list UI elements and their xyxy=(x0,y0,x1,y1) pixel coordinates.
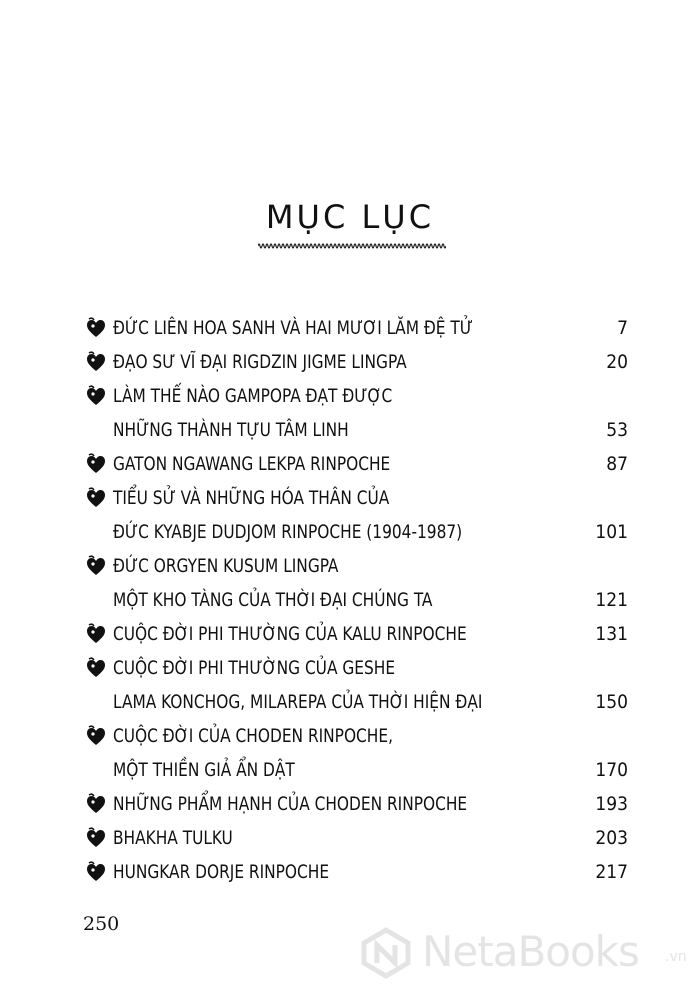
toc-entry-line xyxy=(0,755,700,785)
heart-leaf-bullet-icon xyxy=(86,555,106,577)
toc-entry-page: 131 xyxy=(595,623,628,645)
toc-entry-line xyxy=(0,415,700,445)
toc-entry-line xyxy=(0,313,700,343)
toc-entry-line xyxy=(0,789,700,819)
toc-entry-line xyxy=(0,381,700,411)
toc-entry-title: CUỘC ĐỜI PHI THƯỜNG CỦA GESHE xyxy=(113,657,396,679)
toc-entry-title: MỘT THIỀN GIẢ ẨN DẬT xyxy=(113,759,295,781)
toc-entry-title: CUỘC ĐỜI CỦA CHODEN RINPOCHE, xyxy=(113,725,393,747)
heart-leaf-bullet-icon xyxy=(86,725,106,747)
toc-entry-line xyxy=(0,823,700,853)
toc-entry-title: NHỮNG PHẨM HẠNH CỦA CHODEN RINPOCHE xyxy=(113,793,468,815)
toc-entry-title: ĐẠO SƯ VĨ ĐẠI RIGDZIN JIGME LINGPA xyxy=(113,351,407,373)
toc-entry-page: 203 xyxy=(595,827,628,849)
toc-entry-line xyxy=(0,653,700,683)
toc-entry-title: HUNGKAR DORJE RINPOCHE xyxy=(113,861,330,883)
toc-entry-title: MỘT KHO TÀNG CỦA THỜI ĐẠI CHÚNG TA xyxy=(113,589,433,611)
toc-entry-line xyxy=(0,517,700,547)
netabooks-logo-icon xyxy=(360,927,412,979)
toc-entry-page: 7 xyxy=(617,317,628,339)
toc-entry-title: GATON NGAWANG LEKPA RINPOCHE xyxy=(113,453,391,475)
toc-entry-page: 150 xyxy=(595,691,628,713)
toc-entry-title: ĐỨC ORGYEN KUSUM LINGPA xyxy=(113,555,339,577)
toc-entry-title: TIỂU SỬ VÀ NHỮNG HÓA THÂN CỦA xyxy=(113,487,390,509)
toc-entry-line xyxy=(0,551,700,581)
toc-entry-line xyxy=(0,721,700,751)
toc-entry-title: CUỘC ĐỜI PHI THƯỜNG CỦA KALU RINPOCHE xyxy=(113,623,467,645)
toc-entry-line xyxy=(0,483,700,513)
toc-entry-page: 217 xyxy=(595,861,628,883)
toc-entry-page: 193 xyxy=(595,793,628,815)
watermark-brand: NetaBooks xyxy=(422,927,639,976)
page-title: MỤC LỤC xyxy=(265,198,435,236)
heart-leaf-bullet-icon xyxy=(86,657,106,679)
heart-leaf-bullet-icon xyxy=(86,487,106,509)
toc-entry-title: ĐỨC KYABJE DUDJOM RINPOCHE (1904-1987) xyxy=(113,521,463,543)
watermark xyxy=(360,925,695,985)
heart-leaf-bullet-icon xyxy=(86,317,106,339)
toc-entry-page: 87 xyxy=(606,453,628,475)
heart-leaf-bullet-icon xyxy=(86,351,106,373)
toc-entry-page: 20 xyxy=(606,351,628,373)
toc-entry-line xyxy=(0,585,700,615)
heart-leaf-bullet-icon xyxy=(86,861,106,883)
toc-entry-title: LÀM THẾ NÀO GAMPOPA ĐẠT ĐƯỢC xyxy=(113,385,393,407)
heart-leaf-bullet-icon xyxy=(86,793,106,815)
toc-entry-title: ĐỨC LIÊN HOA SANH VÀ HAI MƯƠI LĂM ĐỆ TỬ xyxy=(113,317,473,339)
toc-entry-page: 170 xyxy=(595,759,628,781)
toc-entry-line xyxy=(0,857,700,887)
toc-entry-title: LAMA KONCHOG, MILAREPA CỦA THỜI HIỆN ĐẠI xyxy=(113,691,483,713)
heart-leaf-bullet-icon xyxy=(86,385,106,407)
toc-entry-page: 121 xyxy=(595,589,628,611)
toc-entry-title: BHAKHA TULKU xyxy=(113,827,233,849)
toc-entry-line xyxy=(0,449,700,479)
toc-entry-line xyxy=(0,687,700,717)
toc-entry-page: 101 xyxy=(595,521,628,543)
watermark-tld: .vn xyxy=(665,949,687,965)
heart-leaf-bullet-icon xyxy=(86,827,106,849)
heart-leaf-bullet-icon xyxy=(86,623,106,645)
toc-entry-page: 53 xyxy=(606,419,628,441)
page-number: 250 xyxy=(83,913,120,935)
toc-entry-line xyxy=(0,347,700,377)
heart-leaf-bullet-icon xyxy=(86,453,106,475)
toc-entry-line xyxy=(0,619,700,649)
toc-entry-title: NHỮNG THÀNH TỰU TÂM LINH xyxy=(113,419,349,441)
